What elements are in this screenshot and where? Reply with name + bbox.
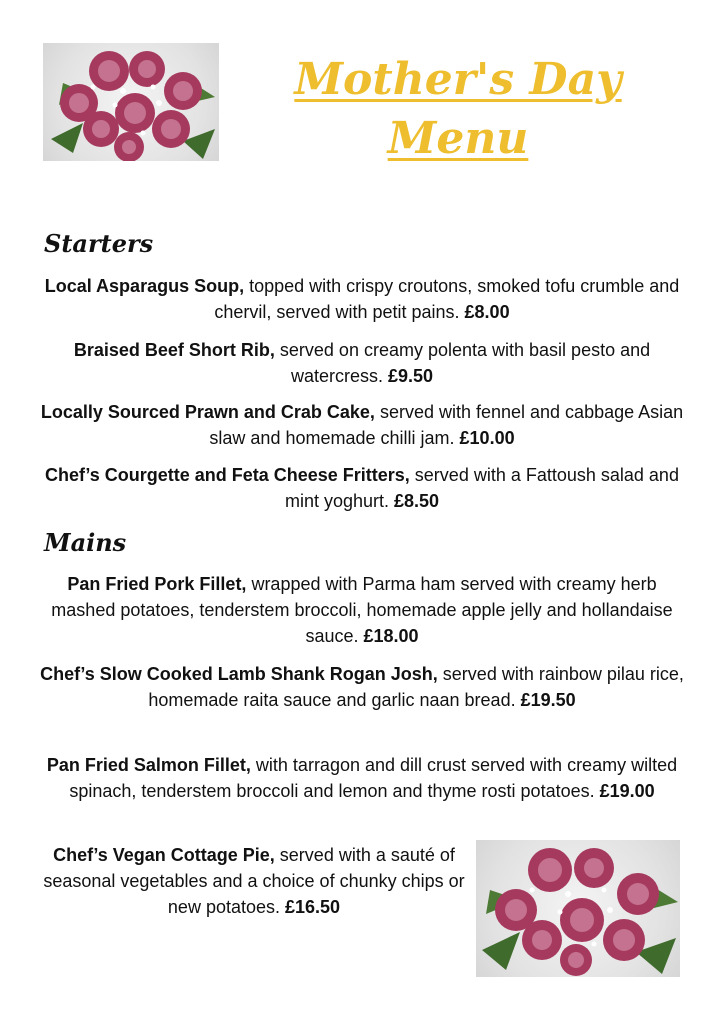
item-description: served with fennel and cabbage Asian slaw and homemade chilli jam. [209,402,684,448]
item-description: served on creamy polenta with basil pesto and watercress. [274,340,651,386]
item-description: served with rainbow pilau rice, homemade raita sauce and garlic naan bread. [148,664,684,710]
item-price: £19.50 [520,690,576,710]
item-name: Chef’s Slow Cooked Lamb Shank Rogan Josh, [40,664,438,684]
menu-item [40,752,684,804]
rose-bouquet-image [476,840,680,977]
item-price: £16.50 [285,897,341,917]
starters-heading: Starters [44,229,154,258]
item-name: Chef’s Courgette and Feta Cheese Fritters, [45,465,410,485]
menu-item [40,399,684,451]
item-name: Locally Sourced Prawn and Crab Cake, [40,402,375,422]
item-name: Pan Fried Pork Fillet, [67,574,247,594]
rose-bouquet-image [43,43,219,161]
item-name: Chef’s Vegan Cottage Pie, [53,845,275,865]
item-price: £19.00 [599,781,655,801]
item-price: £10.00 [459,428,515,448]
menu-title-line-2: Menu [387,113,529,164]
item-description: served with a sauté of seasonal vegetables and a choice of chunky chips or new potatoes. [43,845,465,917]
item-price: £18.00 [363,626,419,646]
item-description: served with a Fattoush salad and mint yoghurt. [284,465,679,511]
menu-item [40,273,684,325]
menu-title-line-1: Mother's Day [294,54,622,105]
item-name: Braised Beef Short Rib, [73,340,275,360]
item-name: Pan Fried Salmon Fillet, [46,755,251,775]
rose-bouquet-icon [476,840,680,977]
item-price: £8.00 [464,302,510,322]
menu-item [40,337,684,389]
item-price: £9.50 [387,366,434,386]
item-description: wrapped with Parma ham served with creamy herb mashed potatoes, tenderstem broccoli, homemade apple jelly and hollandaise sauce. [51,574,673,646]
item-description: topped with crispy croutons, smoked tofu crumble and chervil, served with petit pains. [214,276,680,322]
menu-item [40,462,684,514]
mains-heading: Mains [44,528,127,557]
rose-bouquet-icon [43,43,219,161]
menu-item [40,842,468,920]
menu-item [40,571,684,649]
item-price: £8.50 [394,491,440,511]
item-name: Local Asparagus Soup, [44,276,245,296]
item-description: with tarragon and dill crust served with creamy wilted spinach, tenderstem broccoli and lemon and thyme rosti potatoes. [69,755,678,801]
menu-item [40,661,684,713]
